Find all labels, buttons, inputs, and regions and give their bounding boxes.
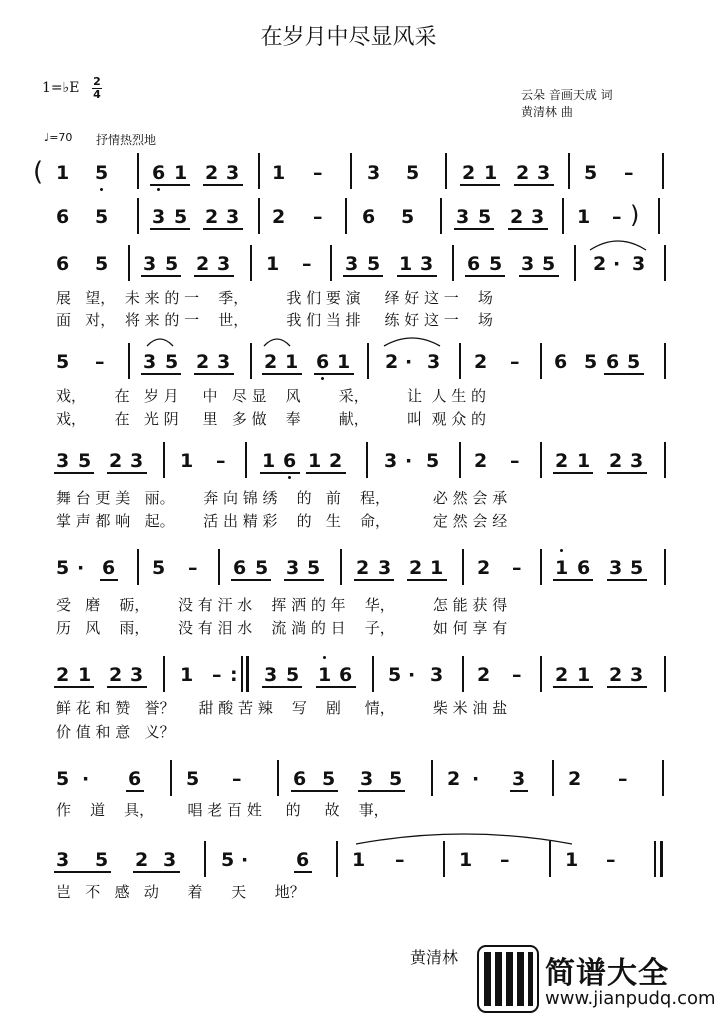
barline <box>540 343 542 379</box>
lower-dot <box>157 188 160 191</box>
beam <box>262 373 302 375</box>
beam <box>407 579 447 581</box>
beam <box>607 686 647 688</box>
note: 3 <box>56 849 70 871</box>
dot: · <box>408 664 416 686</box>
slur <box>145 334 175 348</box>
beam <box>607 472 647 474</box>
note: 5 <box>95 253 109 275</box>
dash: – <box>510 351 520 373</box>
beam <box>294 871 312 873</box>
barline <box>258 198 260 234</box>
barline <box>241 656 243 692</box>
beam <box>314 373 354 375</box>
note: 5 <box>186 768 200 790</box>
beam <box>454 228 494 230</box>
dash: – <box>606 849 616 871</box>
beam <box>107 472 147 474</box>
note: 2 <box>109 450 123 472</box>
note: 3 <box>226 206 240 228</box>
note: 2 <box>196 351 210 373</box>
beam <box>54 686 94 688</box>
dash: – <box>212 664 222 686</box>
note: 6 <box>128 768 142 790</box>
note: 5 <box>307 557 321 579</box>
note: 2 <box>510 206 524 228</box>
composer-credit: 黄清林 曲 <box>521 105 573 119</box>
beam <box>284 579 324 581</box>
note: 5 <box>627 351 641 373</box>
note: 5 <box>165 351 179 373</box>
barline <box>137 198 139 234</box>
barline <box>664 343 666 379</box>
barline <box>170 760 172 796</box>
barline <box>345 198 347 234</box>
note: 3 <box>143 253 157 275</box>
note: 3 <box>384 450 398 472</box>
beam <box>358 790 405 792</box>
repeat-close: ) <box>630 201 640 229</box>
barline <box>540 549 542 585</box>
barline <box>462 656 464 692</box>
barline <box>662 760 664 796</box>
dash: – <box>232 768 242 790</box>
barline <box>658 198 660 234</box>
note: 1 <box>399 253 413 275</box>
barline <box>163 656 165 692</box>
note: 6 <box>152 162 166 184</box>
note: 3 <box>378 557 392 579</box>
dash: – <box>618 768 628 790</box>
note: 2 <box>593 253 607 275</box>
note: 5 <box>255 557 269 579</box>
beam <box>260 472 300 474</box>
note: 5 <box>165 253 179 275</box>
note: 3 <box>367 162 381 184</box>
barline <box>654 841 656 877</box>
note: 2 <box>205 206 219 228</box>
dot: · <box>472 768 480 790</box>
time-signature <box>92 76 102 101</box>
beam <box>141 275 181 277</box>
upper-dot <box>323 656 326 659</box>
lyric-line: 戏， 在 光 阴 里 多 做 奉 献， 叫 观 众 的 <box>56 410 487 428</box>
lyric-line: 舞 台 更 美 丽。 奔 向 锦 绣 的 前 程， 必 然 会 承 <box>56 489 508 507</box>
beam <box>514 184 554 186</box>
beam <box>354 579 394 581</box>
note: 3 <box>226 162 240 184</box>
note: 3 <box>56 450 70 472</box>
beam <box>397 275 437 277</box>
tie <box>354 830 574 846</box>
note: 5 <box>56 768 70 790</box>
barline <box>452 245 454 281</box>
beam <box>306 472 346 474</box>
note: 5 <box>286 664 300 686</box>
note: 2 <box>609 664 623 686</box>
beam <box>553 579 593 581</box>
beam <box>316 686 356 688</box>
note: 6 <box>606 351 620 373</box>
note: 2 <box>474 351 488 373</box>
note: 2 <box>196 253 210 275</box>
note: 5 <box>56 557 70 579</box>
barline <box>336 841 338 877</box>
beam <box>150 228 190 230</box>
note: 6 <box>293 768 307 790</box>
beam <box>54 472 94 474</box>
dot: · <box>241 849 249 871</box>
note: 1 <box>577 450 591 472</box>
barline <box>459 442 461 478</box>
beam <box>141 373 181 375</box>
barline <box>574 245 576 281</box>
time-signature-bottom: 4 <box>93 88 101 101</box>
lyric-line: 掌 声 都 响 起。 活 出 精 彩 的 生 命， 定 然 会 经 <box>56 512 508 530</box>
barline <box>431 760 433 796</box>
barline <box>277 760 279 796</box>
barline <box>562 198 564 234</box>
lyric-line: 岂 不 感 动 着 天 地？ <box>56 883 305 901</box>
slur <box>382 334 442 348</box>
note: 1 <box>318 664 332 686</box>
note: 5 <box>401 206 415 228</box>
beam <box>508 228 548 230</box>
upper-dot <box>560 549 563 552</box>
note: 2 <box>462 162 476 184</box>
note: 5 <box>95 206 109 228</box>
note: 1 <box>78 664 92 686</box>
note: 2 <box>568 768 582 790</box>
barline <box>549 841 551 877</box>
note: 5 <box>322 768 336 790</box>
barline <box>250 245 252 281</box>
note: 3 <box>630 664 644 686</box>
beam <box>519 275 559 277</box>
note: 5 <box>152 557 166 579</box>
note: 3 <box>152 206 166 228</box>
dash: – <box>512 664 522 686</box>
beam <box>126 790 144 792</box>
dash: – <box>512 557 522 579</box>
note: 1 <box>266 253 280 275</box>
barline <box>330 245 332 281</box>
barline <box>137 549 139 585</box>
lyricist-credit: 云朵 音画天成 词 <box>521 88 613 102</box>
note: 3 <box>632 253 646 275</box>
note: 2 <box>385 351 399 373</box>
note: 1 <box>565 849 579 871</box>
note: 1 <box>272 162 286 184</box>
beam <box>107 686 147 688</box>
note: 1 <box>285 351 299 373</box>
barline <box>350 153 352 189</box>
slur <box>262 334 292 348</box>
note: 5 <box>630 557 644 579</box>
beam <box>553 686 593 688</box>
note: 3 <box>430 664 444 686</box>
barline <box>459 343 461 379</box>
site-logo-text: 简谱大全 <box>545 956 669 991</box>
expression-mark: 抒情热烈地 <box>96 133 157 147</box>
note: 3 <box>217 253 231 275</box>
lyric-line: 历 风 雨， 没 有 泪 水 流 淌 的 日 子， 如 何 享 有 <box>56 619 508 637</box>
barline <box>440 198 442 234</box>
note: 2 <box>56 664 70 686</box>
barline <box>137 153 139 189</box>
note: 2 <box>516 162 530 184</box>
note: 5 <box>584 351 598 373</box>
note: 1 <box>430 557 444 579</box>
barline <box>258 153 260 189</box>
beam <box>465 275 505 277</box>
note: 5 <box>542 253 556 275</box>
note: 3 <box>630 450 644 472</box>
lyric-line: 展 望， 未 来 的 一 季， 我 们 要 演 绎 好 这 一 场 <box>56 289 493 307</box>
dash: – <box>302 253 312 275</box>
dash: – <box>313 162 323 184</box>
note: 2 <box>356 557 370 579</box>
note: 6 <box>56 253 70 275</box>
beam <box>343 275 383 277</box>
note: 5 <box>389 768 403 790</box>
note: 3 <box>456 206 470 228</box>
note: 2 <box>474 450 488 472</box>
note: 1 <box>555 557 569 579</box>
note: 5 <box>584 162 598 184</box>
barline <box>250 343 252 379</box>
note: 2 <box>264 351 278 373</box>
note: 2 <box>272 206 286 228</box>
note: 3 <box>521 253 535 275</box>
barline <box>245 442 247 478</box>
dot: · <box>82 768 90 790</box>
note: 2 <box>409 557 423 579</box>
barline <box>163 442 165 478</box>
note: 2 <box>555 450 569 472</box>
lyric-line: 受 磨 砺， 没 有 汗 水 挥 洒 的 年 华， 怎 能 获 得 <box>56 596 508 614</box>
note: 1 <box>484 162 498 184</box>
dash: – <box>624 162 634 184</box>
beam <box>203 184 243 186</box>
footer-author: 黄清林 <box>410 948 459 967</box>
lower-dot <box>100 188 103 191</box>
note: 5 <box>174 206 188 228</box>
barline <box>128 343 130 379</box>
note: 6 <box>283 450 297 472</box>
note: 3 <box>163 849 177 871</box>
lyric-line: 鲜 花 和 赞 誉？ 甜 酸 苦 辣 写 剧 情， 柴 米 油 盐 <box>56 699 508 717</box>
barline <box>552 760 554 796</box>
barline <box>664 442 666 478</box>
note: 5 <box>489 253 503 275</box>
site-url: www.jianpudq.com <box>545 988 716 1009</box>
beam <box>460 184 500 186</box>
note: 2 <box>477 664 491 686</box>
barline <box>664 549 666 585</box>
note: 5 <box>478 206 492 228</box>
beam <box>231 579 271 581</box>
note: 3 <box>512 768 526 790</box>
note: 1 <box>262 450 276 472</box>
note: 2 <box>109 664 123 686</box>
lyric-line: 戏， 在 岁 月 中 尽 显 风 采， 让 人 生 的 <box>56 387 487 405</box>
dot: · <box>77 557 85 579</box>
barline <box>445 153 447 189</box>
beam <box>604 373 644 375</box>
barline <box>128 245 130 281</box>
note: 5 <box>95 849 109 871</box>
note: 1 <box>180 450 194 472</box>
note: 5 <box>388 664 402 686</box>
slur <box>588 236 648 252</box>
note: 5 <box>78 450 92 472</box>
barline <box>540 442 542 478</box>
note: 3 <box>360 768 374 790</box>
note: 2 <box>447 768 461 790</box>
beam <box>262 686 302 688</box>
barline <box>662 153 664 189</box>
beam <box>203 228 243 230</box>
lower-dot <box>321 377 324 380</box>
dot: · <box>613 253 621 275</box>
dash: – <box>313 206 323 228</box>
note: 1 <box>308 450 322 472</box>
barline <box>664 245 666 281</box>
page-title: 在岁月中尽显风采 <box>260 25 437 50</box>
repeat-dots: : <box>230 664 238 686</box>
dash: – <box>510 450 520 472</box>
note: 2 <box>205 162 219 184</box>
lyric-line: 面 对， 将 来 的 一 世， 我 们 当 排 练 好 这 一 场 <box>56 311 493 329</box>
dash: – <box>500 849 510 871</box>
barline <box>664 656 666 692</box>
beam <box>553 472 593 474</box>
note: 6 <box>467 253 481 275</box>
beam <box>607 579 647 581</box>
note: 3 <box>537 162 551 184</box>
note: 6 <box>102 557 116 579</box>
note: 6 <box>296 849 310 871</box>
note: 6 <box>577 557 591 579</box>
dash: – <box>395 849 405 871</box>
note: 6 <box>316 351 330 373</box>
barline <box>462 549 464 585</box>
dash: – <box>95 351 105 373</box>
note: 1 <box>459 849 473 871</box>
note: 3 <box>286 557 300 579</box>
barline <box>568 153 570 189</box>
barline-thick <box>246 656 249 692</box>
note: 3 <box>531 206 545 228</box>
note: 3 <box>143 351 157 373</box>
note: 6 <box>554 351 568 373</box>
barline <box>540 656 542 692</box>
note: 3 <box>130 664 144 686</box>
note: 6 <box>339 664 353 686</box>
beam <box>54 871 111 873</box>
note: 1 <box>577 206 591 228</box>
beam <box>150 184 190 186</box>
note: 3 <box>427 351 441 373</box>
beam <box>194 373 234 375</box>
dash: – <box>188 557 198 579</box>
beam <box>133 871 180 873</box>
note: 5 <box>221 849 235 871</box>
note: 3 <box>264 664 278 686</box>
barline <box>218 549 220 585</box>
barline <box>340 549 342 585</box>
note: 6 <box>56 206 70 228</box>
beam <box>100 579 118 581</box>
dot: · <box>405 351 413 373</box>
note: 1 <box>180 664 194 686</box>
note: 2 <box>609 450 623 472</box>
note: 3 <box>420 253 434 275</box>
barline <box>366 442 368 478</box>
note: 1 <box>56 162 70 184</box>
note: 5 <box>406 162 420 184</box>
beam <box>510 790 528 792</box>
barline <box>367 343 369 379</box>
note: 5 <box>95 162 109 184</box>
barline <box>443 841 445 877</box>
lower-dot <box>288 476 291 479</box>
note: 3 <box>130 450 144 472</box>
lyric-line: 作 道 具， 唱 老 百 姓 的 故 事， <box>56 801 389 819</box>
tempo-mark: ♩=70 <box>44 131 73 144</box>
note: 6 <box>233 557 247 579</box>
beam <box>291 790 338 792</box>
note: 1 <box>352 849 366 871</box>
dash: – <box>612 206 622 228</box>
note: 1 <box>174 162 188 184</box>
key-signature: 1=♭E <box>42 80 80 96</box>
note: 2 <box>329 450 343 472</box>
note: 1 <box>337 351 351 373</box>
barline <box>372 656 374 692</box>
note: 2 <box>555 664 569 686</box>
note: 2 <box>477 557 491 579</box>
time-signature-top: 2 <box>93 75 101 88</box>
lyric-line: 价 值 和 意 义？ <box>56 723 175 741</box>
barline <box>204 841 206 877</box>
note: 2 <box>135 849 149 871</box>
repeat-open: ( <box>33 157 44 187</box>
note: 5 <box>56 351 70 373</box>
note: 5 <box>367 253 381 275</box>
note: 1 <box>577 664 591 686</box>
note: 3 <box>217 351 231 373</box>
note: 6 <box>362 206 376 228</box>
final-barline <box>660 841 663 877</box>
dash: – <box>216 450 226 472</box>
note: 5 <box>426 450 440 472</box>
piano-logo-icon <box>478 946 538 1012</box>
dot: · <box>405 450 413 472</box>
beam <box>194 275 234 277</box>
note: 3 <box>345 253 359 275</box>
note: 3 <box>609 557 623 579</box>
